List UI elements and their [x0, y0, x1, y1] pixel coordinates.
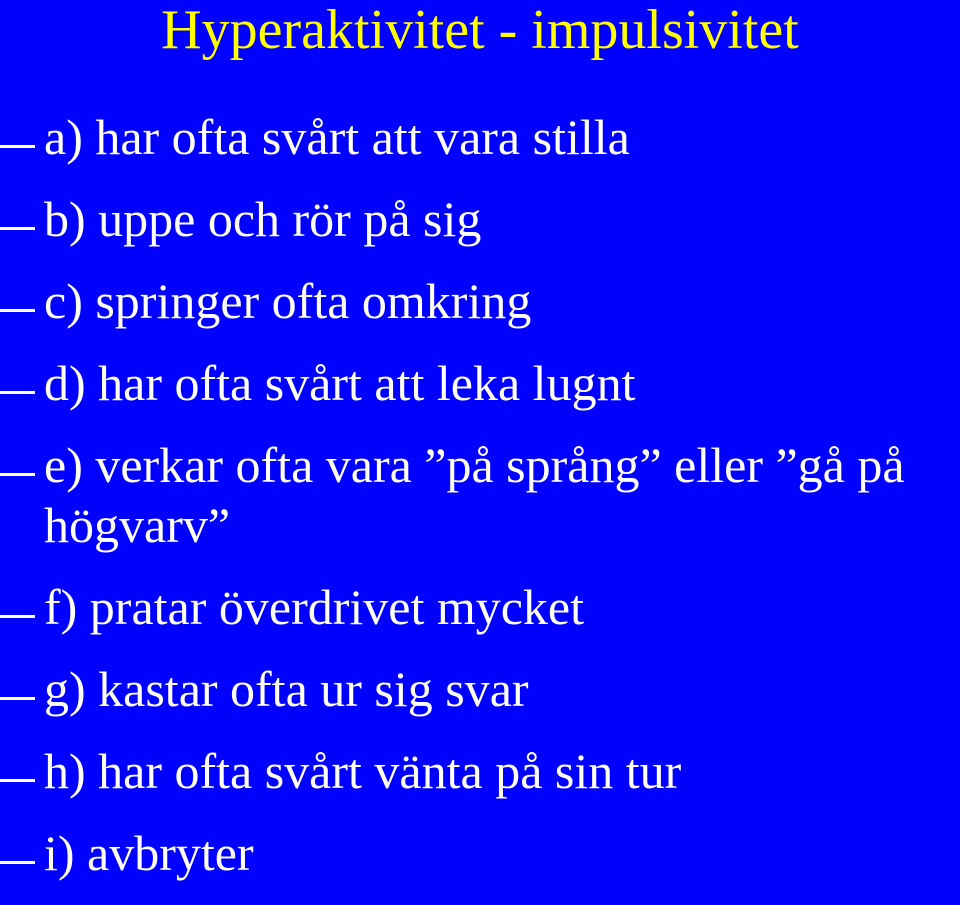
dash-bullet-icon	[0, 697, 35, 700]
dash-bullet-icon	[0, 145, 35, 148]
list-item	[0, 107, 960, 167]
dash-bullet-icon	[0, 473, 35, 476]
list-item-text: f) pratar överdrivet mycket	[44, 579, 585, 635]
list-item	[0, 741, 960, 801]
dash-bullet-icon	[0, 615, 35, 618]
list-item	[0, 271, 960, 331]
list-item-text: e) verkar ofta vara ”på språng” eller ”gå på högvarv”	[44, 437, 905, 553]
list-item-text: g) kastar ofta ur sig svar	[44, 661, 529, 717]
list-item	[0, 189, 960, 249]
dash-bullet-icon	[0, 391, 35, 394]
list-item	[0, 353, 960, 413]
list-item-text: i) avbryter	[44, 825, 254, 881]
list-item	[0, 435, 960, 555]
dash-bullet-icon	[0, 779, 35, 782]
list-item-text: b) uppe och rör på sig	[44, 191, 482, 247]
list-item	[0, 577, 960, 637]
list-item-text: h) har ofta svårt vänta på sin tur	[44, 743, 682, 799]
bullet-list	[0, 107, 960, 905]
list-item-text: a) har ofta svårt att vara stilla	[44, 109, 630, 165]
dash-bullet-icon	[0, 861, 35, 864]
list-item	[0, 823, 960, 883]
list-item-text: d) har ofta svårt att leka lugnt	[44, 355, 636, 411]
slide-title: Hyperaktivitet - impulsivitet	[161, 0, 799, 61]
list-item-text: c) springer ofta omkring	[44, 273, 532, 329]
dash-bullet-icon	[0, 309, 35, 312]
list-item	[0, 659, 960, 719]
dash-bullet-icon	[0, 227, 35, 230]
